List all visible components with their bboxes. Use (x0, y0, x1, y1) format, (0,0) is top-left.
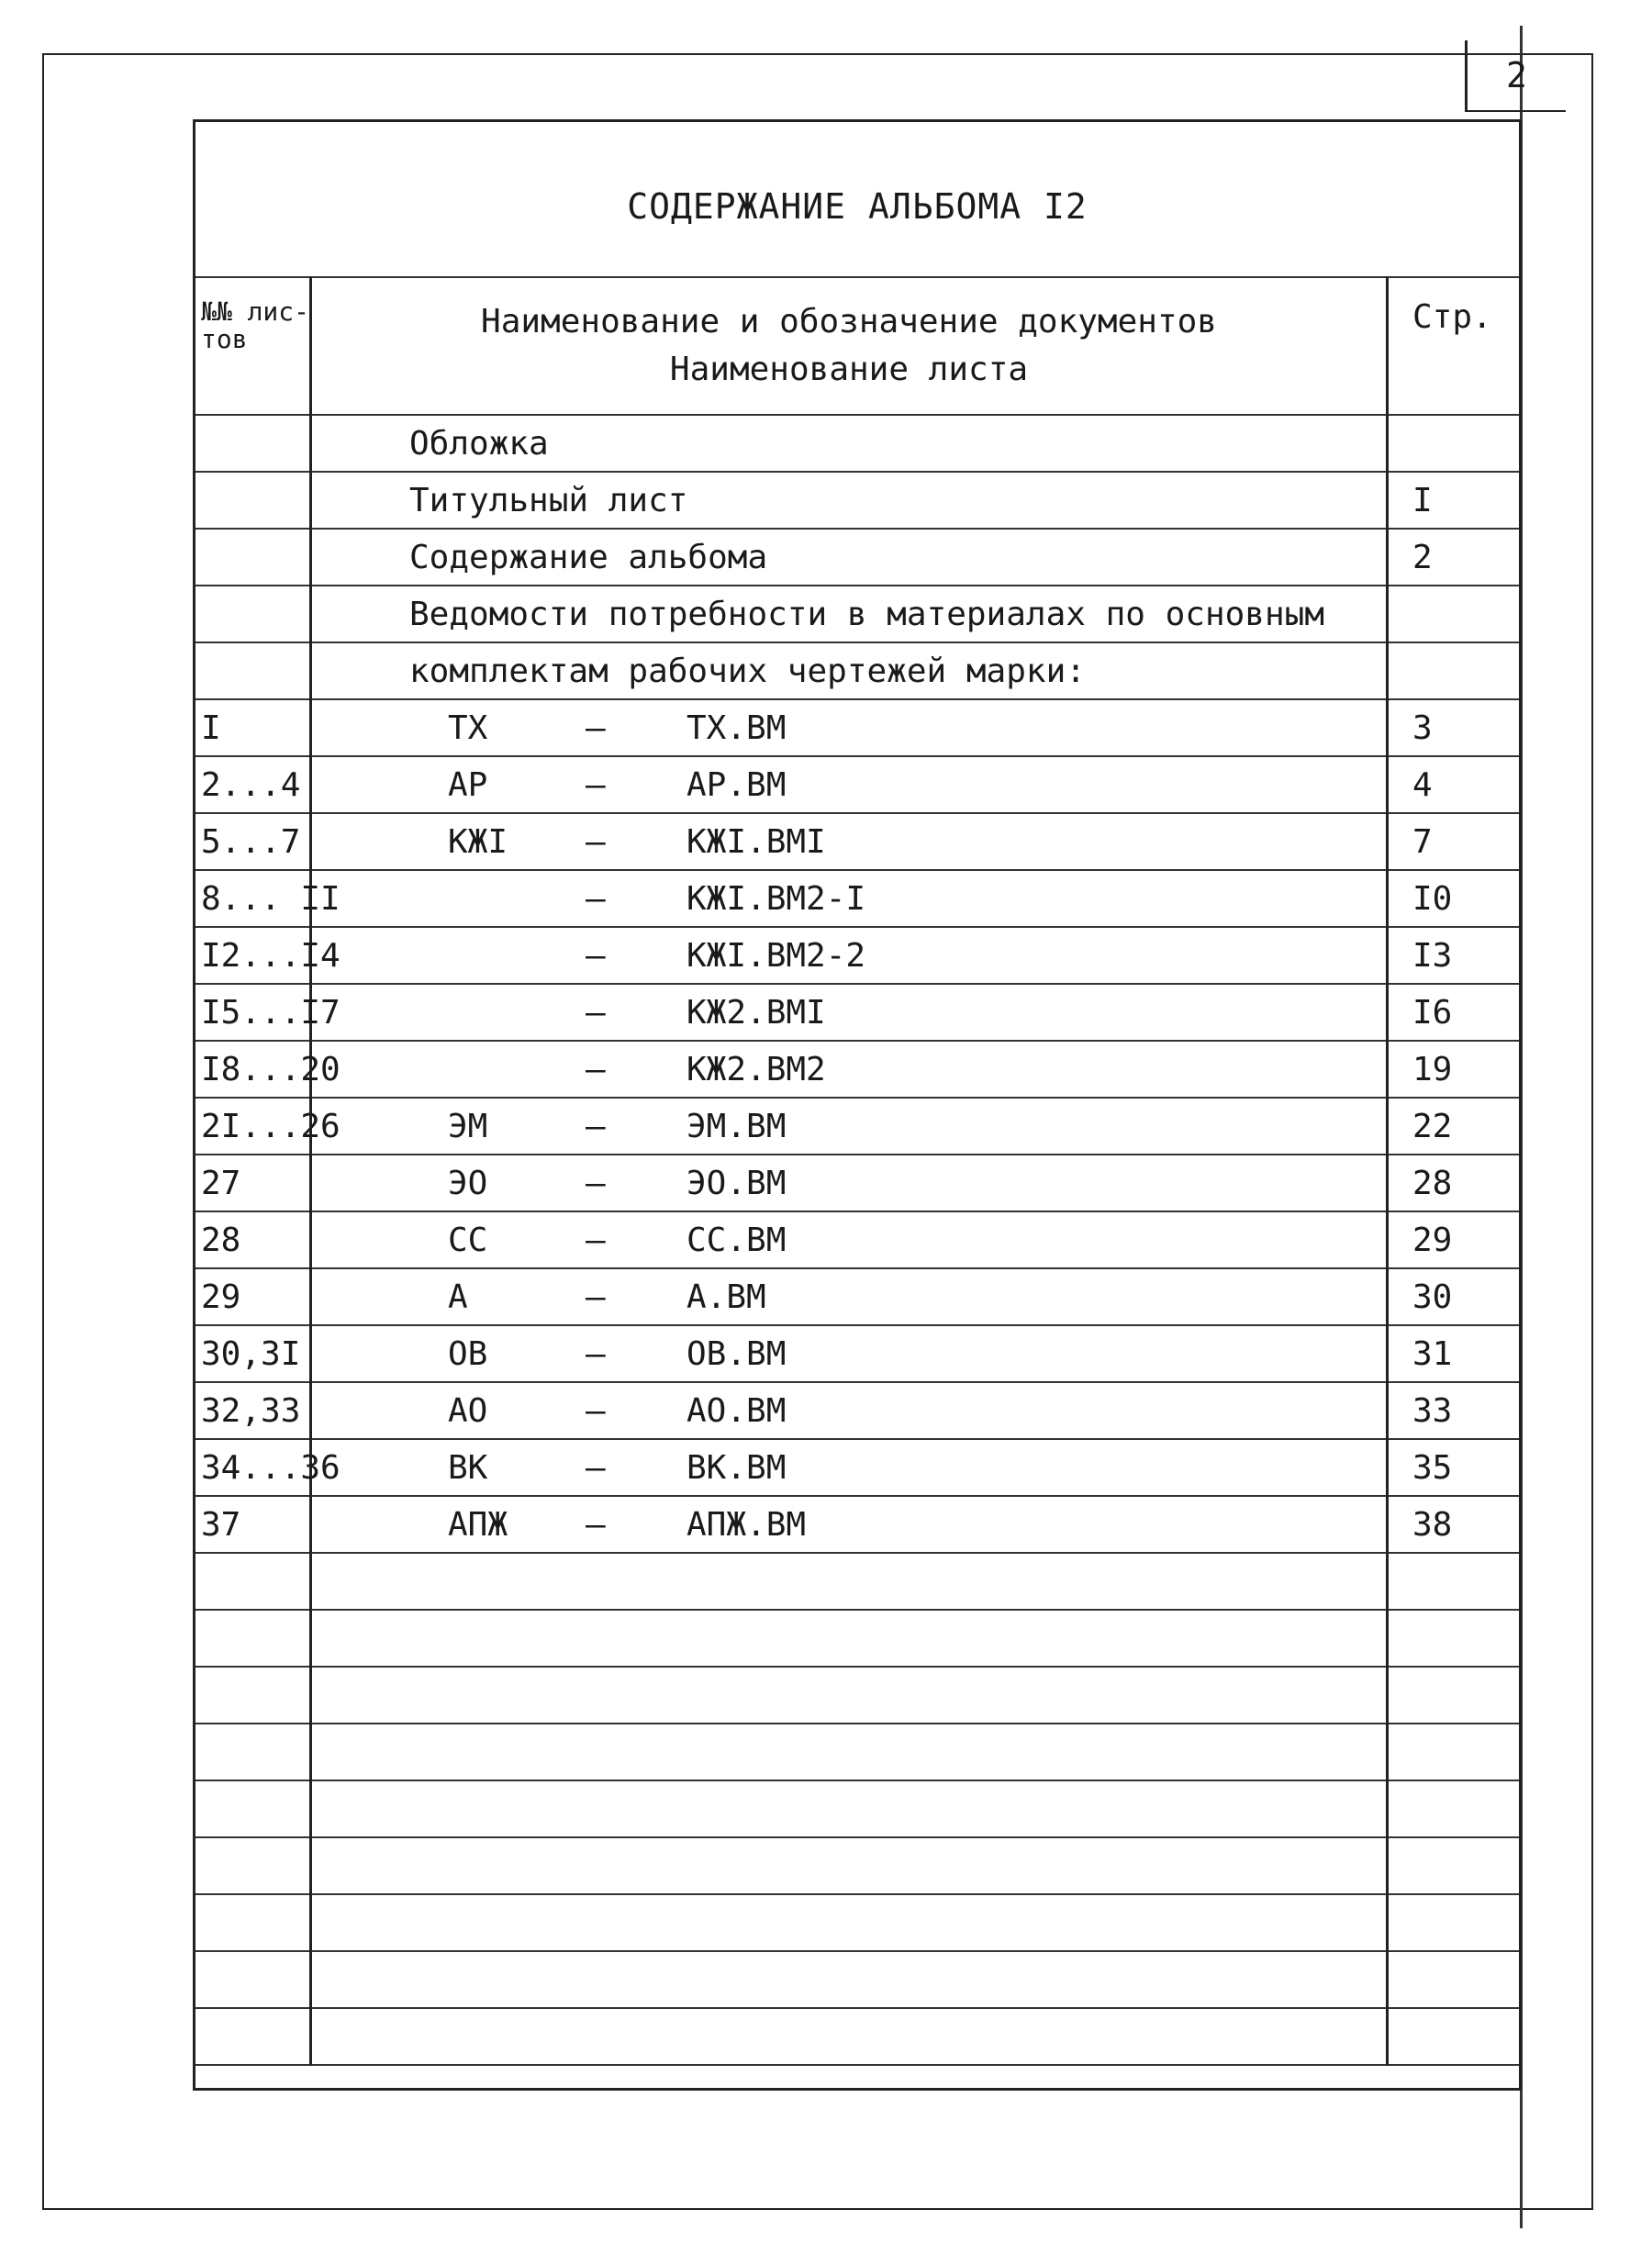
row-name (311, 1496, 1388, 1553)
row-sheets: I5...I7 (195, 984, 311, 1041)
table-header-row (195, 277, 1519, 415)
row-name (311, 813, 1388, 870)
row-sheets (195, 642, 311, 699)
blank-cell (311, 1667, 1388, 1724)
blank-cell (195, 1951, 311, 2008)
contents-document (193, 119, 1522, 2091)
row-mark: СС (448, 1221, 488, 1259)
row-page: 4 (1388, 756, 1520, 813)
row-dash: – (586, 1448, 606, 1487)
row-sheets (195, 529, 311, 586)
row-sheets: I8...20 (195, 1041, 311, 1098)
blank-cell (311, 1610, 1388, 1667)
row-name (311, 1098, 1388, 1155)
blank-row (195, 2008, 1519, 2065)
row-name (311, 984, 1388, 1041)
blank-cell (195, 1610, 311, 1667)
row-name (311, 415, 1388, 472)
table-row (195, 529, 1519, 586)
row-mark: ЭМ (448, 1107, 488, 1145)
row-sheets: 2I...26 (195, 1098, 311, 1155)
row-sheets (195, 472, 311, 529)
row-dash: – (586, 1050, 606, 1088)
row-page: 2 (1388, 529, 1520, 586)
table-row (195, 870, 1519, 927)
row-page: I6 (1388, 984, 1520, 1041)
blank-row (195, 1780, 1519, 1837)
row-code: КЖ2.ВМ2 (686, 1050, 826, 1088)
row-dash: – (586, 936, 606, 975)
row-code: АПЖ.ВМ (686, 1505, 807, 1544)
blank-cell (195, 1780, 311, 1837)
row-page: I0 (1388, 870, 1520, 927)
row-dash: – (586, 993, 606, 1032)
row-name (311, 756, 1388, 813)
row-page: 22 (1388, 1098, 1520, 1155)
blank-cell (1388, 1894, 1520, 1951)
row-sheets: 37 (195, 1496, 311, 1553)
blank-cell (1388, 1951, 1520, 2008)
row-name-text: Обложка (409, 424, 549, 463)
row-sheets: 29 (195, 1268, 311, 1325)
table-row (195, 927, 1519, 984)
row-page: 38 (1388, 1496, 1520, 1553)
header-name (311, 277, 1388, 415)
row-page: I (1388, 472, 1520, 529)
row-page: 29 (1388, 1211, 1520, 1268)
row-mark: ТХ (448, 709, 488, 747)
row-page: 30 (1388, 1268, 1520, 1325)
row-page (1388, 642, 1520, 699)
blank-cell (1388, 1553, 1520, 1610)
row-sheets: 32,33 (195, 1382, 311, 1439)
blank-cell (1388, 1667, 1520, 1724)
row-name (311, 1382, 1388, 1439)
row-name (311, 586, 1388, 642)
table-row (195, 415, 1519, 472)
row-page: 3 (1388, 699, 1520, 756)
row-mark: ЭО (448, 1164, 488, 1202)
table-row (195, 1382, 1519, 1439)
row-code: АО.ВМ (686, 1391, 787, 1430)
blank-row (195, 1553, 1519, 1610)
blank-cell (1388, 1780, 1520, 1837)
row-page: 7 (1388, 813, 1520, 870)
blank-cell (195, 2008, 311, 2065)
table-row (195, 813, 1519, 870)
row-dash: – (586, 1107, 606, 1145)
blank-cell (311, 1724, 1388, 1780)
blank-cell (195, 1894, 311, 1951)
row-code: КЖI.ВМI (686, 822, 826, 861)
row-name (311, 529, 1388, 586)
blank-row (195, 1610, 1519, 1667)
row-name (311, 1041, 1388, 1098)
blank-cell (311, 1553, 1388, 1610)
row-sheets: 8... II (195, 870, 311, 927)
mark-rows (195, 699, 1519, 1553)
blank-cell (311, 2008, 1388, 2065)
table-row (195, 1155, 1519, 1211)
row-name (311, 1211, 1388, 1268)
table-row (195, 984, 1519, 1041)
row-name (311, 927, 1388, 984)
blank-cell (311, 1837, 1388, 1894)
row-name (311, 699, 1388, 756)
row-code: АР.ВМ (686, 765, 787, 804)
blank-cell (195, 1553, 311, 1610)
blank-cell (311, 1894, 1388, 1951)
blank-row (195, 1724, 1519, 1780)
row-dash: – (586, 1164, 606, 1202)
table-row (195, 642, 1519, 699)
table-row (195, 756, 1519, 813)
row-name (311, 642, 1388, 699)
blank-cell (195, 1724, 311, 1780)
row-name-text: Содержание альбома (409, 538, 768, 576)
table-row (195, 1098, 1519, 1155)
row-name-text: Ведомости потребности в материалах по основным (409, 595, 1324, 633)
contents-table (195, 276, 1519, 2066)
page-number: 2 (1465, 40, 1566, 112)
row-mark: АО (448, 1391, 488, 1430)
row-dash: – (586, 1334, 606, 1373)
table-row (195, 586, 1519, 642)
row-dash: – (586, 765, 606, 804)
blank-cell (1388, 1724, 1520, 1780)
row-code: ОВ.ВМ (686, 1334, 787, 1373)
row-sheets: I2...I4 (195, 927, 311, 984)
table-row (195, 1439, 1519, 1496)
row-sheets: 2...4 (195, 756, 311, 813)
row-mark: ВК (448, 1448, 488, 1487)
row-mark: АПЖ (448, 1505, 508, 1544)
row-mark: ОВ (448, 1334, 488, 1373)
row-sheets: I (195, 699, 311, 756)
row-code: А.ВМ (686, 1278, 766, 1316)
row-dash: – (586, 1505, 606, 1544)
row-page: 19 (1388, 1041, 1520, 1098)
row-code: КЖI.ВМ2-2 (686, 936, 866, 975)
table-row (195, 472, 1519, 529)
row-dash: – (586, 879, 606, 918)
row-dash: – (586, 822, 606, 861)
blank-row (195, 1667, 1519, 1724)
blank-cell (195, 1667, 311, 1724)
blank-row (195, 1837, 1519, 1894)
row-sheets (195, 586, 311, 642)
row-code: СС.ВМ (686, 1221, 787, 1259)
blank-row (195, 1894, 1519, 1951)
row-name (311, 472, 1388, 529)
row-dash: – (586, 1278, 606, 1316)
row-name (311, 1439, 1388, 1496)
row-code: ВК.ВМ (686, 1448, 787, 1487)
row-page: 33 (1388, 1382, 1520, 1439)
blank-cell (195, 1837, 311, 1894)
blank-rows (195, 1553, 1519, 2065)
table-row (195, 1211, 1519, 1268)
blank-cell (1388, 1837, 1520, 1894)
row-sheets: 30,3I (195, 1325, 311, 1382)
text-rows (195, 415, 1519, 699)
row-mark: КЖI (448, 822, 508, 861)
blank-row (195, 1951, 1519, 2008)
row-page: 28 (1388, 1155, 1520, 1211)
table-row (195, 1268, 1519, 1325)
row-name (311, 1155, 1388, 1211)
row-mark: АР (448, 765, 488, 804)
row-code: ТХ.ВМ (686, 709, 787, 747)
header-name-line2: Наименование листа (669, 351, 1029, 388)
header-sheets: №№ лис- тов (195, 277, 311, 415)
header-name-line1: Наименование и обозначение документов (481, 303, 1217, 340)
row-dash: – (586, 1391, 606, 1430)
table-row (195, 1041, 1519, 1098)
row-dash: – (586, 1221, 606, 1259)
row-code: ЭО.ВМ (686, 1164, 787, 1202)
row-mark: А (448, 1278, 468, 1316)
row-dash: – (586, 709, 606, 747)
row-sheets (195, 415, 311, 472)
row-name-text: Титульный лист (409, 481, 688, 519)
header-page: Стр. (1388, 277, 1520, 415)
row-sheets: 34...36 (195, 1439, 311, 1496)
blank-cell (1388, 2008, 1520, 2065)
row-sheets: 5...7 (195, 813, 311, 870)
row-page: I3 (1388, 927, 1520, 984)
row-sheets: 28 (195, 1211, 311, 1268)
row-code: КЖ2.ВМI (686, 993, 826, 1032)
row-name (311, 870, 1388, 927)
table-row (195, 699, 1519, 756)
table-row (195, 1325, 1519, 1382)
blank-cell (311, 1780, 1388, 1837)
table-row (195, 1496, 1519, 1553)
blank-cell (1388, 1610, 1520, 1667)
row-sheets: 27 (195, 1155, 311, 1211)
row-name-text: комплектам рабочих чертежей марки: (409, 652, 1086, 690)
row-page: 35 (1388, 1439, 1520, 1496)
row-page (1388, 415, 1520, 472)
blank-cell (311, 1951, 1388, 2008)
row-name (311, 1325, 1388, 1382)
row-page: 31 (1388, 1325, 1520, 1382)
row-code: КЖI.ВМ2-I (686, 879, 866, 918)
row-page (1388, 586, 1520, 642)
row-name (311, 1268, 1388, 1325)
page-title: СОДЕРЖАНИЕ АЛЬБОМА I2 (627, 186, 1088, 227)
row-code: ЭМ.ВМ (686, 1107, 787, 1145)
